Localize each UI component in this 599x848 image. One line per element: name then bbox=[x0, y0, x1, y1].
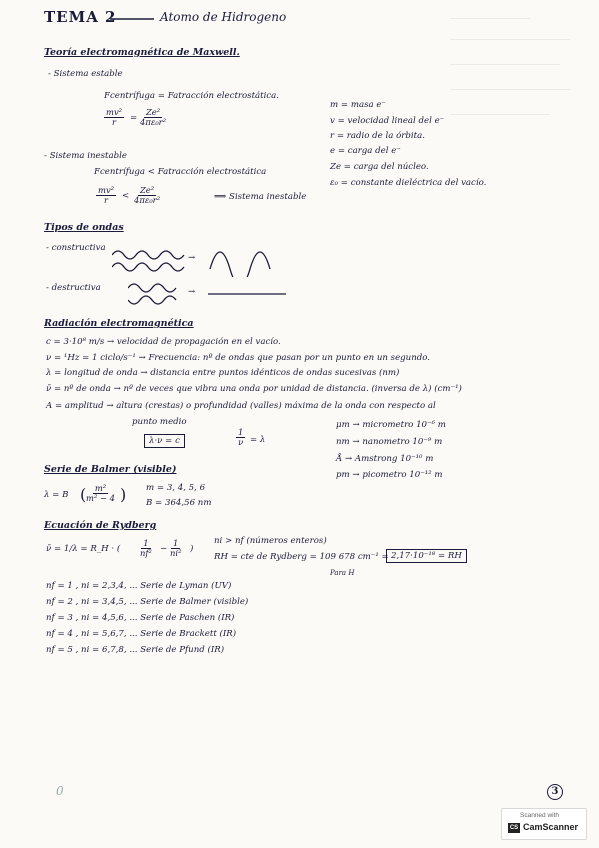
lambda-equation: = λ bbox=[250, 435, 266, 445]
balmer-paren-close: ) bbox=[120, 485, 127, 504]
balmer-paren-open: ( bbox=[80, 485, 87, 504]
title-dash bbox=[110, 16, 154, 22]
fraction-rydberg-1: $\frac{1}{\text{nf²}}$ bbox=[140, 538, 152, 559]
destructive-waves bbox=[128, 278, 288, 306]
fraction-ze2: $\frac{\text{Ze²}}{\text{4πε₀r²}}$ bbox=[140, 107, 167, 128]
legend-item: m = masa e⁻ bbox=[330, 100, 386, 110]
page-subtitle: Atomo de Hidrogeno bbox=[160, 10, 287, 24]
punto-medio: punto medio bbox=[132, 417, 187, 427]
balmer-m-values: m = 3, 4, 5, 6 bbox=[146, 483, 206, 493]
unit-item: pm → picometro 10⁻¹² m bbox=[336, 470, 443, 480]
radiation-line: c = 3·10⁸ m/s → velocidad de propagación en el vacío. bbox=[46, 337, 281, 347]
constructive-waves bbox=[112, 243, 282, 277]
section-radiation: Radiación electromagnética bbox=[44, 318, 194, 329]
destructive-label: - destructiva bbox=[46, 283, 101, 293]
section-maxwell: Teoría electromagnética de Maxwell. bbox=[44, 47, 240, 58]
series-item: nf = 1 , ni = 2,3,4, ... Serie de Lyman (UV) bbox=[46, 581, 232, 591]
radiation-line: ν = ¹Hz = 1 ciclo/s⁻¹ → Frecuencia: nº de ondas que pasan por un punto en un segundo. bbox=[46, 353, 431, 363]
unstable-note: ⟹ Sistema inestable bbox=[214, 192, 307, 202]
legend-item: Ze = carga del núcleo. bbox=[330, 162, 429, 172]
legend-item: v = velocidad lineal del e⁻ bbox=[330, 116, 445, 126]
boxed-rydberg-value: 2,17·10⁻¹⁸ = RH bbox=[386, 549, 467, 563]
less-than-sign: < bbox=[122, 191, 130, 201]
boxed-wave-relation: λ·ν = c bbox=[144, 434, 185, 448]
series-item: nf = 2 , ni = 3,4,5, ... Serie de Balmer (visible) bbox=[46, 597, 249, 607]
radiation-line: A = amplitud → altura (crestas) o profundidad (valles) máxima de la onda con respecto al bbox=[46, 401, 436, 411]
unstable-equation: Fcentrífuga < Fatracción electrostática bbox=[94, 167, 267, 177]
section-balmer: Serie de Balmer (visible) bbox=[44, 464, 177, 475]
fraction-balmer: $\frac{\text{m²}}{\text{m² − 4}}$ bbox=[86, 483, 115, 504]
arrow: → bbox=[188, 253, 196, 263]
corner-mark: 0 bbox=[56, 784, 64, 798]
page-title: TEMA 2 bbox=[44, 8, 117, 26]
equals-sign: = bbox=[130, 113, 138, 123]
unstable-label: - Sistema inestable bbox=[44, 151, 127, 161]
balmer-equation: λ = B bbox=[44, 490, 69, 500]
legend-item: r = radio de la órbita. bbox=[330, 131, 425, 141]
balmer-constant: B = 364,56 nm bbox=[146, 498, 212, 508]
unit-item: nm → nanometro 10⁻⁹ m bbox=[336, 437, 443, 447]
scanned-with-text: Scanned with bbox=[520, 812, 560, 819]
camscanner-brand: CamScanner bbox=[523, 822, 579, 832]
para-h-note: Para H bbox=[330, 569, 355, 577]
stable-label: - Sistema estable bbox=[48, 69, 123, 79]
unit-item: μm → micrometro 10⁻⁶ m bbox=[336, 420, 446, 430]
section-rydberg: Ecuación de Rydberg bbox=[44, 520, 157, 531]
page-number: 3 bbox=[547, 784, 563, 800]
camscanner-logo-icon: CS bbox=[509, 825, 519, 831]
legend-item: e = carga del e⁻ bbox=[330, 146, 401, 156]
rydberg-condition: ni > nf (números enteros) bbox=[214, 536, 327, 546]
series-item: nf = 4 , ni = 5,6,7, ... Serie de Brackett (IR) bbox=[46, 629, 237, 639]
legend-item: ε₀ = constante dieléctrica del vacío. bbox=[330, 178, 487, 188]
fraction-rydberg-2: $\frac{1}{\text{ni²}}$ bbox=[170, 538, 182, 559]
arrow: → bbox=[188, 287, 196, 297]
series-item: nf = 5 , ni = 6,7,8, ... Serie de Pfund (IR) bbox=[46, 645, 225, 655]
fraction-mv2-unstable: $\frac{\text{mv²}}{r}$ bbox=[98, 185, 115, 206]
fraction-mv2: $\frac{\text{mv²}}{r}$ bbox=[106, 107, 123, 128]
camscanner-watermark bbox=[501, 808, 587, 840]
fraction-ze2-unstable: $\frac{\text{Ze²}}{\text{4πε₀r²}}$ bbox=[134, 185, 161, 206]
constructive-label: - constructiva bbox=[46, 243, 106, 253]
close-paren: ) bbox=[190, 544, 194, 554]
series-item: nf = 3 , ni = 4,5,6, ... Serie de Paschen (IR) bbox=[46, 613, 235, 623]
fraction-inverse-frequency: $\frac{1}{\nu}$ bbox=[238, 427, 244, 448]
section-wave-types: Tipos de ondas bbox=[44, 222, 124, 233]
radiation-line: ν̄ = nº de onda → nº de veces que vibra una onda por unidad de distancia. (inversa de λ) (cm⁻¹) bbox=[46, 384, 462, 394]
unit-item: Å → Amstrong 10⁻¹⁰ m bbox=[336, 454, 434, 464]
rydberg-equation: ν̄ = 1/λ = R_H · ( bbox=[46, 544, 121, 554]
rydberg-constant: RH = cte de Rydberg = 109 678 cm⁻¹ = bbox=[214, 552, 389, 562]
minus-sign: − bbox=[160, 544, 168, 554]
stable-equation: Fcentrífuga = Fatracción electrostática. bbox=[104, 91, 280, 101]
radiation-line: λ = longitud de onda → distancia entre puntos idénticos de ondas sucesivas (nm) bbox=[46, 368, 400, 378]
